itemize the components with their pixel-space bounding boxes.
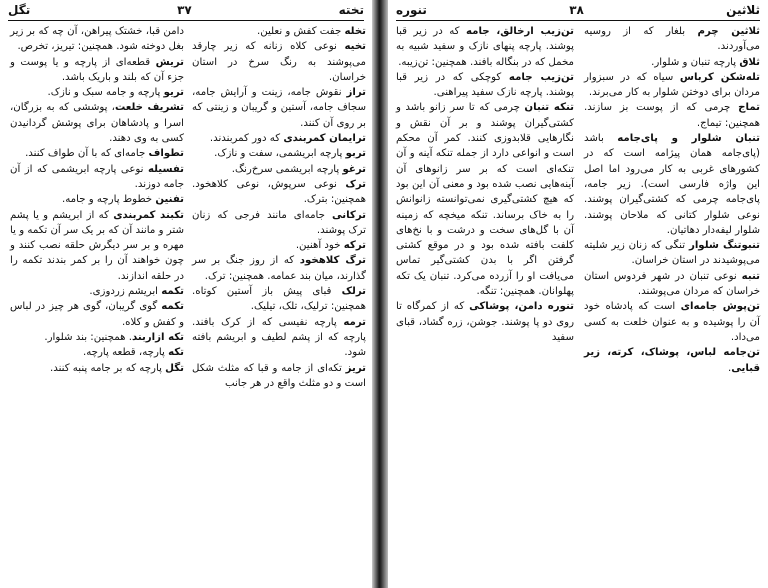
entry-definition: کوچکی که در زیر قبا پوشند. پارچه نازک سفید پیراهنی. bbox=[396, 71, 574, 99]
dictionary-entry bbox=[396, 299, 574, 345]
entry-headword: تگل bbox=[165, 362, 184, 374]
left-page bbox=[0, 0, 372, 588]
dictionary-entry bbox=[584, 238, 760, 269]
dictionary-entry bbox=[10, 330, 184, 345]
entry-headword: ترک bbox=[345, 178, 366, 190]
running-title: تنوره bbox=[396, 3, 427, 17]
entry-headword: تفسیله bbox=[147, 163, 184, 175]
entry-definition: نوعی پارچه ابریشمی که از آن جامه دوزند. bbox=[10, 163, 184, 190]
dictionary-entry bbox=[192, 85, 366, 131]
entry-definition: پارچه تنبان و شلوار. bbox=[651, 56, 740, 68]
entry-headword: تریش bbox=[155, 56, 184, 68]
entry-definition: پارچه ابریشمی، سفت و نازک. bbox=[214, 148, 346, 160]
entry-definition: که دور کمربندند. bbox=[209, 133, 284, 145]
entry-definition: قبای پیش باز آستین کوتاه. همچنین: ترلیک، تلک، تیلیک. bbox=[192, 286, 366, 313]
entry-headword: ترکه bbox=[343, 240, 366, 252]
entry-headword: تن‌زیب ارخالق، جامه bbox=[465, 26, 574, 37]
entry-headword: تخیه bbox=[344, 41, 366, 53]
page-header bbox=[8, 2, 364, 18]
page-number: ۳۸ bbox=[569, 3, 584, 17]
dictionary-entry bbox=[10, 146, 184, 161]
dictionary-entry bbox=[10, 299, 184, 330]
entry-definition: دامن قبا، خشتک پیراهن، آن چه که بر زیر بغل دوخته شود. همچنین: تیریز، تخرص. bbox=[10, 26, 184, 53]
entry-headword: ثلاق bbox=[739, 56, 760, 68]
dictionary-entry bbox=[10, 361, 184, 376]
dictionary-entry bbox=[192, 315, 366, 361]
entry-headword: تن‌زیب جامه bbox=[508, 71, 574, 83]
entry-headword: ترغو bbox=[342, 163, 366, 175]
entry-headword: ثلاثین چرم bbox=[697, 26, 761, 37]
entry-definition: پارچه و جامه سبک و نازک. bbox=[47, 87, 164, 99]
entry-headword: تله‌شکن کرباس bbox=[679, 71, 760, 83]
entry-headword: تخله bbox=[344, 26, 366, 37]
entry-definition: ، پوششی که به بزرگان، اسرا و پادشاهان برای پوشش گردانیدن کسی به وی دهند. bbox=[10, 102, 184, 145]
dictionary-entry bbox=[10, 208, 184, 284]
entry-definition: چرمی که تا سر زانو باشد و کشتی‌گیران پوشند و بر آن نقش و نگارهایی قلابدوزی کنند. کمر آن محکم است و انواعی دارد از جمله تنکه آینه و آن تنکه‌ای است که بر سر زانوهای آن آینه‌هایی نصب شده بود و معنی آن این بود که هیچ کشتی‌گیری نمی‌توانسته زانوانش را به خاک برساند. تنکه میخچه که زمینه آن با گل‌های سخت و درشت و با نخ‌های کلفت بافته شده بود و در موقع کشتی گرفتن اگر با بدن کشتی‌گیر تماس می‌یافت او را آزرده می‌کرد. تنبان یک تکه پهلوانان. همچنین: تنگه. bbox=[396, 102, 574, 298]
entry-definition: که در زیر قبا پوشند. پارچه پنهای نازک و سفید شبیه به مخمل که در بنگاله بافند. همچنین: تن‌زیبه. bbox=[396, 26, 574, 68]
entry-headword: تکه ازاربند bbox=[131, 331, 184, 343]
entry-headword: تکمه bbox=[161, 286, 184, 298]
entry-definition: نوعی کلاه زنانه که زیر چارقد می‌پوشند به رنگ سرخ در استان خراسان. bbox=[192, 41, 366, 83]
entry-definition: گوی گریبان، گوی هر چیز در لباس و کفش و کلاه. bbox=[10, 301, 184, 328]
dictionary-entry bbox=[192, 253, 366, 284]
dictionary-entry bbox=[396, 70, 574, 101]
dictionary-entry bbox=[584, 269, 760, 300]
dictionary-entry bbox=[10, 24, 184, 55]
dictionary-entry bbox=[192, 361, 366, 392]
entry-headword: تفنین bbox=[155, 194, 184, 206]
text-column-right bbox=[192, 24, 366, 391]
dictionary-entry bbox=[396, 100, 574, 299]
entry-definition: چرمی که از پوست بز سازند. همچنین: تیماج. bbox=[584, 102, 760, 129]
dictionary-entry bbox=[192, 208, 366, 239]
entry-headword: تریو bbox=[163, 87, 184, 99]
right-page bbox=[388, 0, 768, 588]
entry-headword: تنبه bbox=[741, 270, 760, 282]
dictionary-entry bbox=[192, 24, 366, 39]
entry-headword: ترکانی bbox=[331, 209, 366, 221]
entry-headword: تن‌جامه لباس، پوشاک، کرته، زیر قبایی bbox=[584, 347, 760, 374]
entry-headword: تطواف bbox=[148, 148, 184, 160]
entry-headword: ترلک bbox=[341, 286, 366, 298]
dictionary-entry bbox=[584, 24, 760, 55]
book-gutter bbox=[372, 0, 388, 588]
dictionary-entry bbox=[192, 177, 366, 208]
text-column-right bbox=[584, 24, 760, 376]
dictionary-entry bbox=[192, 39, 366, 85]
entry-definition: خود آهنین. bbox=[295, 240, 344, 252]
entry-definition: قطعه‌ای از پارچه و یا پوست و جزء آن که بلند و باریک باشد. bbox=[10, 56, 184, 83]
entry-headword: ترمه bbox=[343, 316, 366, 328]
entry-definition: پارچه نفیسی که از کرک بافند. پارچه که از پشم لطیف و ابریشم بافته شود. bbox=[192, 316, 366, 359]
dictionary-entry bbox=[10, 345, 184, 360]
catchword: ثلاثین bbox=[726, 3, 760, 17]
entry-definition: نوعی سرپوش، نوعی کلاهخود. همچنین: بترک. bbox=[192, 178, 366, 206]
entry-definition: باشد (پای‌جامه همان پیژامه است که در کشورهای غربی به کار می‌رود اما اصل این واژه فارسی است). زیر جامه، پای‌جامه چرمی که کشتی‌گیران پوشند. نوعی شلوار کتانی که ملاحان پوشند. شلوار لیفه‌دار دهاتیان. bbox=[584, 133, 760, 236]
dictionary-entry bbox=[584, 131, 760, 238]
entry-definition: . bbox=[727, 362, 732, 374]
entry-definition: تکه‌ای از جامه و قبا که مثلث شکل است و دو مثلث واقع در هر جانب bbox=[192, 362, 366, 389]
dictionary-entry bbox=[192, 146, 366, 161]
dictionary-entry bbox=[10, 192, 184, 207]
entry-headword: تنکه تنبان bbox=[524, 102, 574, 114]
dictionary-entry bbox=[584, 55, 760, 70]
entry-definition: سیاه که در سبزوار مردان برای دوختن شلوار به کار می‌برند. bbox=[584, 71, 760, 99]
entry-headword: تکبند کمربندی bbox=[113, 209, 185, 221]
dictionary-entry bbox=[192, 162, 366, 177]
header-rule bbox=[8, 20, 364, 21]
entry-definition: پارچه ابریشمی سرخ‌رنگ. bbox=[231, 163, 343, 175]
entry-headword: تریز bbox=[345, 362, 366, 374]
entry-definition: پارچه که بر جامه پنبه کنند. bbox=[49, 362, 166, 374]
dictionary-entry bbox=[584, 70, 760, 101]
dictionary-entry bbox=[584, 345, 760, 376]
entry-definition: نوعی تنبان در شهر فردوس استان خراسان که مردان می‌پوشند. bbox=[584, 270, 760, 298]
dictionary-entry bbox=[584, 299, 760, 345]
entry-definition: ابریشم زردوزی. bbox=[89, 286, 162, 298]
dictionary-entry bbox=[10, 100, 184, 146]
entry-definition: جفت کفش و نعلین. bbox=[256, 26, 345, 37]
entry-definition: پارچه، قطعه پارچه. bbox=[82, 347, 169, 359]
entry-headword: تنوره دامن، پوشاکی bbox=[469, 301, 575, 313]
entry-headword: تکمه bbox=[161, 301, 184, 313]
entry-headword: تماج bbox=[738, 102, 760, 114]
entry-headword: تشریف خلعت bbox=[114, 102, 184, 114]
entry-headword: تربو bbox=[345, 148, 366, 160]
page-header bbox=[396, 2, 760, 18]
entry-headword: تراز bbox=[346, 87, 366, 99]
entry-definition: بلغار که از روسیه می‌آوردند. bbox=[584, 26, 760, 53]
entry-definition: نقوش جامه، زینت و آرایش جامه، سجاف جامه، آستین و گریبان و زینتی که بر روی آن کنند. bbox=[192, 87, 366, 129]
entry-definition: که از کمرگاه تا روی دو پا پوشند. جوشن، زره گشاد، قبای سفید bbox=[396, 301, 574, 343]
header-rule bbox=[396, 20, 760, 21]
entry-definition: . همچنین: بند شلوار. bbox=[44, 331, 132, 343]
dictionary-entry bbox=[10, 284, 184, 299]
entry-headword: ترایمان کمربندی bbox=[283, 133, 366, 145]
dictionary-entry bbox=[192, 131, 366, 146]
dictionary-entry bbox=[192, 238, 366, 253]
entry-definition: جامه‌ای که با آن طواف کنند. bbox=[25, 148, 149, 160]
running-title: تخته bbox=[338, 3, 364, 17]
page-number: ۳۷ bbox=[177, 3, 192, 17]
entry-headword: تنبوتنگ شلوار bbox=[688, 240, 761, 252]
entry-definition: جامه‌ای مانند فرجی که زنان ترک پوشند. bbox=[192, 209, 366, 236]
text-column-left bbox=[10, 24, 184, 376]
text-column-left bbox=[396, 24, 574, 345]
entry-headword: ترگ کلاهخود bbox=[299, 255, 366, 267]
entry-definition: که از روز جنگ بر سر گذارند، میان بند عمامه. همچنین: ترک. bbox=[192, 255, 366, 282]
dictionary-entry bbox=[396, 24, 574, 70]
entry-definition: خطوط پارچه و جامه. bbox=[61, 194, 156, 206]
entry-headword: تن‌پوش جامه‌ای bbox=[680, 301, 761, 313]
dictionary-entry bbox=[10, 55, 184, 86]
entry-headword: تکه bbox=[168, 347, 184, 359]
dictionary-entry bbox=[584, 100, 760, 131]
entry-definition: که از ابریشم و یا پشم شتر و مانند آن که بر یک سر آن تکمه و یا مهره و بر سر دیگرش حلقه نصب کنند و چون خواهند آن را بر کمر بندند تکمه را در حلقه اندازند. bbox=[10, 209, 184, 282]
catchword: تگل bbox=[8, 3, 31, 17]
dictionary-entry bbox=[192, 284, 366, 315]
dictionary-entry bbox=[10, 162, 184, 193]
entry-definition: تنگی که زنان زیر شلیته می‌پوشیدند در استان خراسان. bbox=[584, 240, 760, 267]
entry-headword: تنبان شلوار و پای‌جامه bbox=[617, 133, 760, 145]
dictionary-entry bbox=[10, 85, 184, 100]
entry-definition: است که پادشاه خود آن را پوشیده و به عنوان خلعت به کسی می‌داد. bbox=[584, 301, 760, 343]
